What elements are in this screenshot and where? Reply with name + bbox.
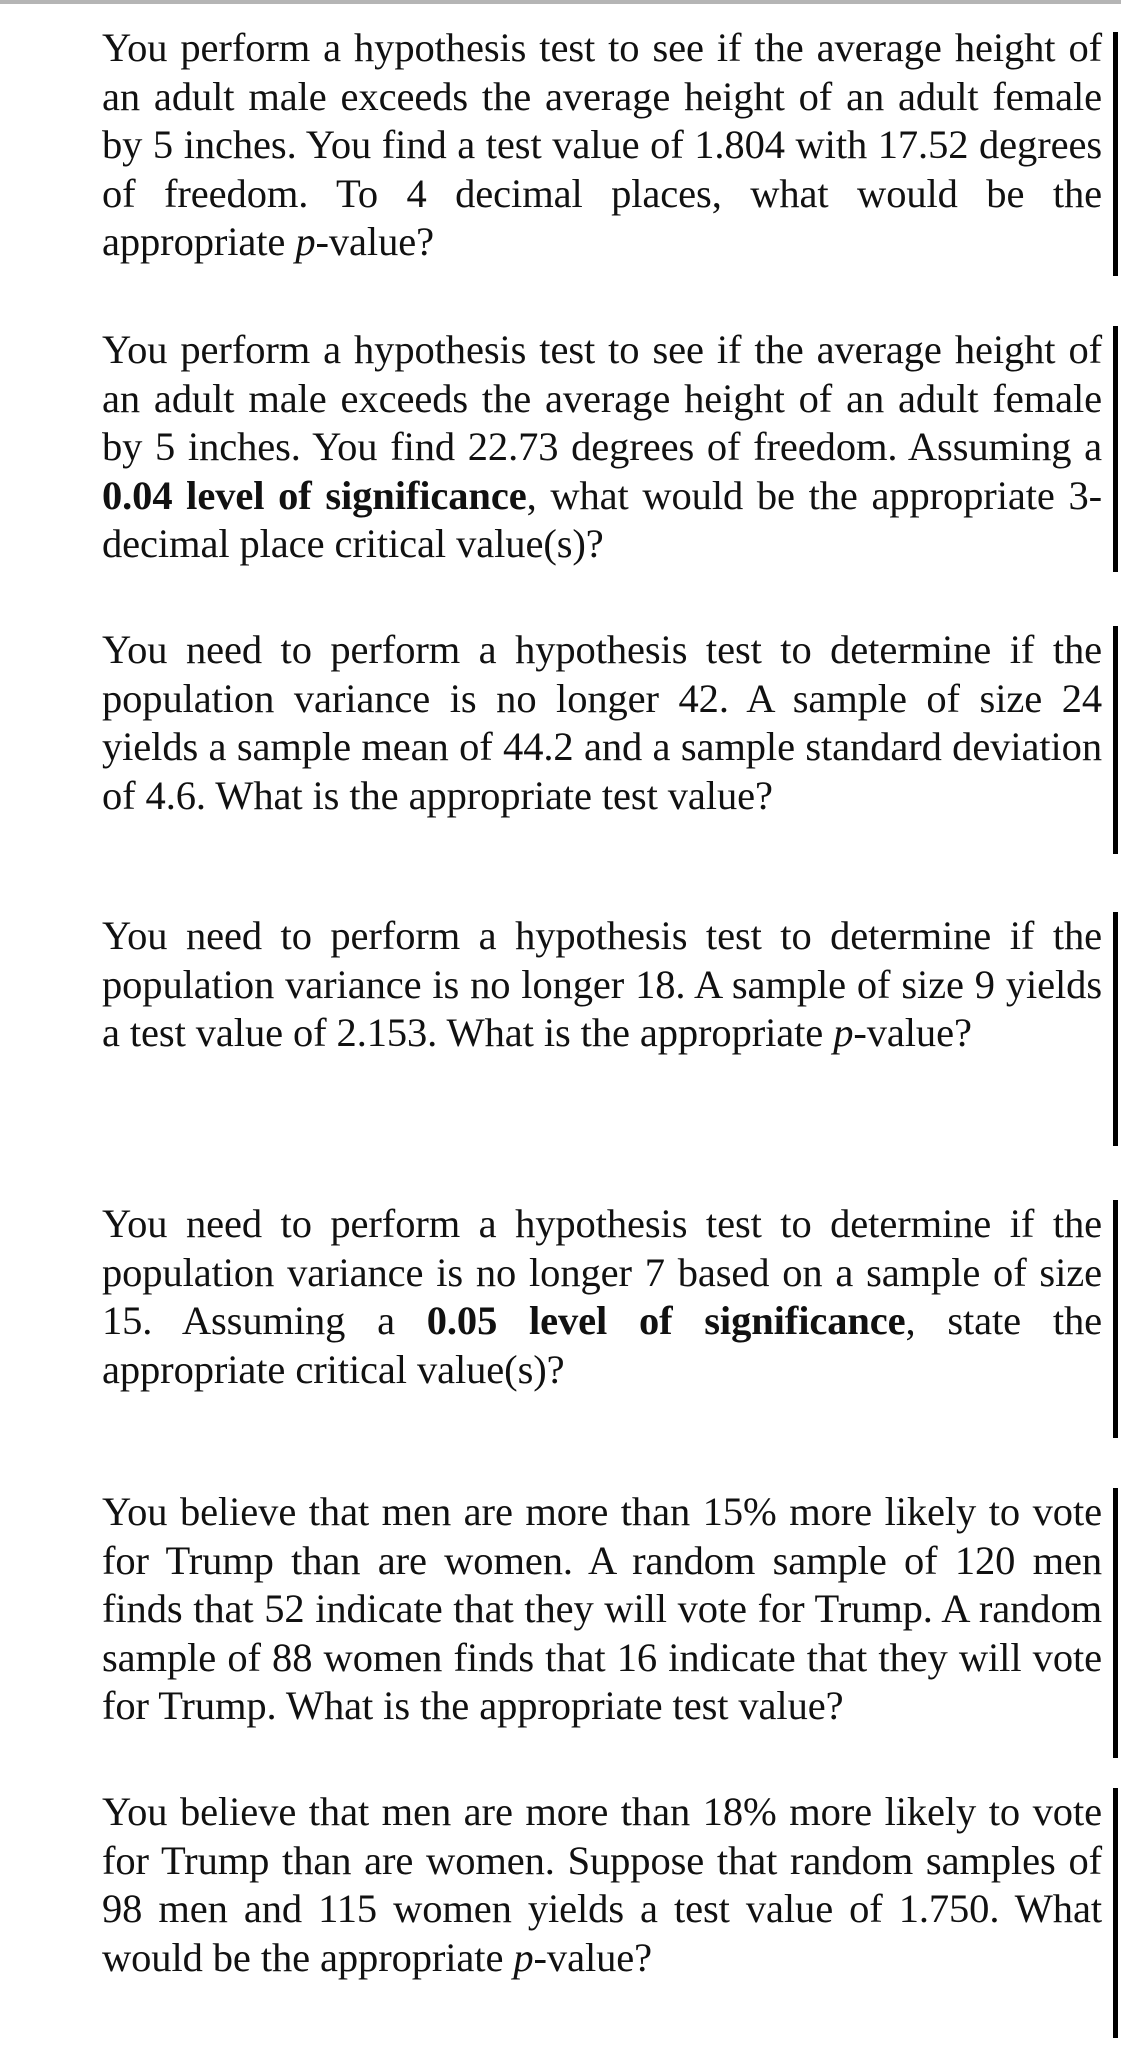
answer-margin-bar [1113,1788,1118,2038]
question-text: You need to perform a hypothesis test to determine if the population variance is no longer 7 based on a sample of size 15. Assuming a [102,1201,1102,1343]
answer-margin-bar [1113,1488,1118,1758]
question-block [102,1488,1102,1731]
answer-margin-bar [1113,1200,1118,1438]
question-block [102,24,1102,267]
question-text: You believe that men are more than 18% more likely to vote for Trump than are women. Suppose that random samples of 98 men and 115 women yields a test value of 1.750. What would be the appropriate [102,1789,1102,1980]
p-symbol: p [513,1934,534,1980]
question-text: You need to perform a hypothesis test to determine if the population variance is no longer 42. A sample of size 24 yields a sample mean of 44.2 and a sample standard deviation of 4.6. What is the appropriate test value? [102,627,1102,818]
question-text: You perform a hypothesis test to see if the average height of an adult male exceeds the average height of an adult female by 5 inches. You find a test value of 1.804 with 17.52 degrees of freedom. To 4 decimal places, what would be the appropriate [102,25,1102,264]
answer-margin-bar [1113,912,1118,1146]
question-block [102,1788,1102,1982]
question-text: You need to perform a hypothesis test to determine if the population variance is no longer 18. A sample of size 9 yields a test value of 2.153. What is the appropriate [102,913,1102,1055]
p-symbol: p [833,1010,854,1055]
answer-margin-bar [1113,32,1118,276]
question-text: -value? [533,1934,652,1980]
question-text: -value? [853,1010,972,1055]
question-text: , what would be the appropriate 3-decimal place critical value(s)? [102,472,1102,566]
question-block [102,326,1102,569]
question-block [102,1200,1102,1394]
answer-margin-bar [1113,626,1118,854]
question-text: You believe that men are more than 15% more likely to vote for Trump than are women. A random sample of 120 men finds that 52 indicate that they will vote for Trump. A random sample of 88 women finds that 16 indicate that they will vote for Trump. What is the appropriate test value? [102,1489,1102,1728]
significance-level: 0.04 level of significance [102,472,527,518]
question-block [102,626,1102,820]
top-divider [0,0,1121,4]
question-text: -value? [315,219,434,264]
question-text: , state the appropriate critical value(s)? [102,1298,1102,1392]
answer-margin-bar [1113,326,1118,572]
significance-level: 0.05 level of significance [426,1298,906,1343]
question-text: You perform a hypothesis test to see if the average height of an adult male exceeds the average height of an adult female by 5 inches. You find 22.73 degrees of freedom. Assuming a [102,327,1102,469]
question-block [102,912,1102,1058]
p-symbol: p [295,219,316,264]
